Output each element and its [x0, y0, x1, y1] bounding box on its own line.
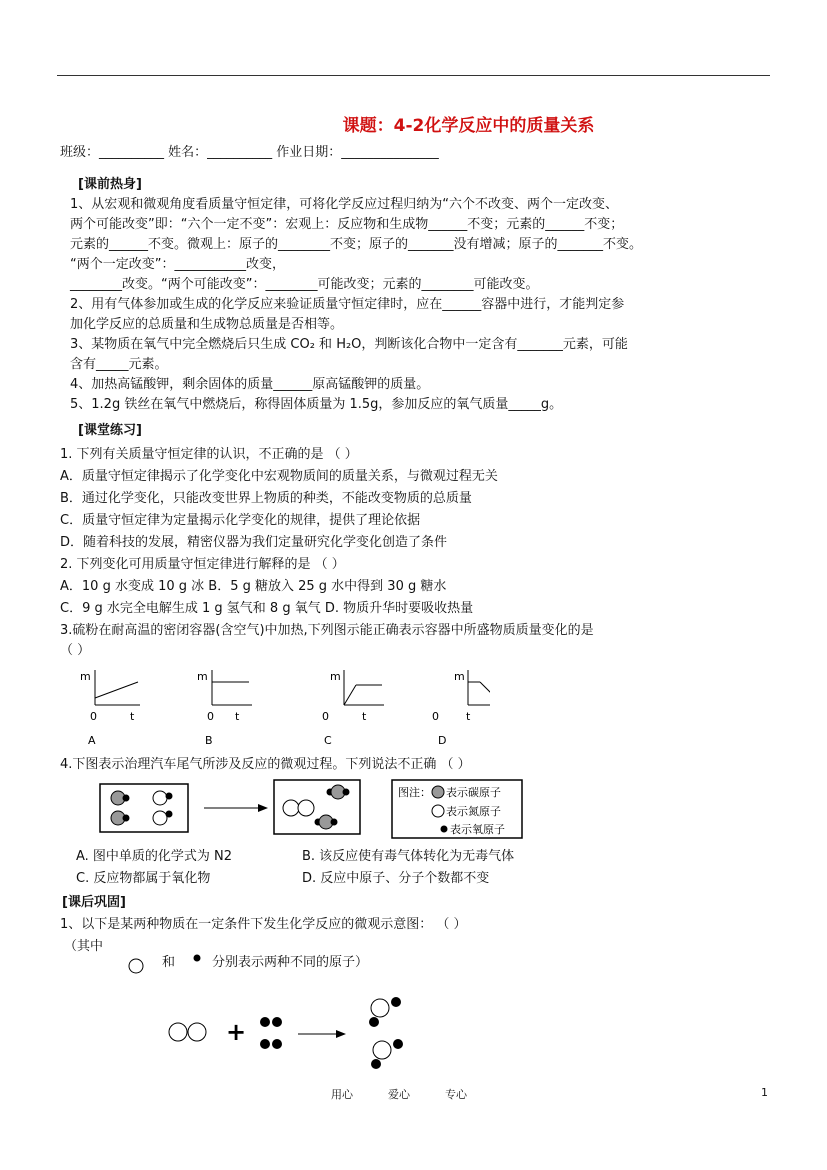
pre-line: “两个一定改变”：___________改变， — [70, 257, 285, 272]
q4-option-d: D. 反应中原子、分子个数都不变 — [302, 871, 490, 886]
pre-line: 1、从宏观和微观角度看质量守恒定律，可将化学反应过程归纳为“六个不改变、两个一定改变、 — [70, 197, 619, 212]
after-line: 1、以下是某两种物质在一定条件下发生化学反应的微观示意图： （ ） — [60, 917, 467, 932]
oxygen-atom-icon — [441, 826, 448, 833]
class-line: 2. 下列变化可用质量守恒定律进行解释的是 （ ） — [60, 557, 345, 572]
legend-item: 表示碳原子 — [446, 786, 501, 799]
option-a-label: A — [88, 734, 96, 747]
carbon-atom-icon — [432, 786, 444, 798]
pre-line: 3、某物质在氧气中完全燃烧后只生成 CO₂ 和 H₂O，判断该化合物中一定含有_______元素，可能 — [70, 337, 628, 352]
pre-line: 加化学反应的总质量和生成物总质量是否相等。 — [70, 317, 344, 332]
pre-line: ________改变。“两个可能改变”：________可能改变；元素的________可能改变。 — [70, 277, 539, 292]
section-class: [课堂练习] — [78, 423, 142, 438]
black-atom-icon — [194, 955, 201, 962]
product-molecule — [369, 997, 401, 1027]
origin-label: 0 — [207, 710, 214, 723]
class-line: C．质量守恒定律为定量揭示化学变化的规律，提供了理论依据 — [60, 513, 421, 528]
section-pre: [课前热身] — [78, 177, 142, 192]
q4-micro-diagram — [98, 778, 528, 842]
option-b-label: B — [205, 734, 213, 747]
class-line: A．10 g 水变成 10 g 冰 B．5 g 糖放入 25 g 水中得到 30 g 糖水 — [60, 579, 447, 594]
axis-label-m: m — [330, 670, 341, 683]
footer-item: 专心 — [445, 1088, 467, 1101]
product-molecule — [371, 1039, 403, 1069]
after-reaction-diagram — [160, 990, 420, 1074]
origin-label: 0 — [90, 710, 97, 723]
nitrogen-atom-icon — [432, 805, 444, 817]
header-rule — [57, 75, 770, 76]
q4-option-b: B. 该反应使有毒气体转化为无毒气体 — [302, 849, 515, 864]
class-line: D．随着科技的发展，精密仪器为我们定量研究化学变化创造了条件 — [60, 535, 448, 550]
pre-line: 4、加热高锰酸钾，剩余固体的质量______原高锰酸钾的质量。 — [70, 377, 430, 392]
footer-item: 爱心 — [388, 1088, 410, 1101]
arrow-head-icon — [258, 804, 268, 812]
axis-label-t: t — [235, 710, 240, 723]
class-line: （ ） — [60, 643, 91, 658]
axis-label-m: m — [197, 670, 208, 683]
white-atom-icon — [129, 959, 143, 973]
pre-line: 元素的______不变。微观上：原子的________不变；原子的_______没有增减；原子的_______不变。 — [70, 237, 643, 252]
axis-label-t: t — [130, 710, 135, 723]
legend-and: 和 — [162, 955, 176, 970]
axis-label-m: m — [80, 670, 91, 683]
page-number: 1 — [761, 1086, 768, 1099]
q4-option-a: A. 图中单质的化学式为 N2 — [76, 849, 233, 864]
option-c-label: C — [324, 734, 332, 747]
origin-label: 0 — [322, 710, 329, 723]
graph-a — [80, 670, 140, 747]
reactant-b-molecule — [260, 1017, 282, 1027]
footer-item: 用心 — [331, 1088, 353, 1101]
pre-line: 两个可能改变”即：“六个一定不变”：宏观上：反应物和生成物______不变；元素的______不变； — [70, 217, 624, 232]
origin-label: 0 — [432, 710, 439, 723]
axis-label-t: t — [362, 710, 367, 723]
graph-c — [322, 670, 384, 747]
arrow-head-icon — [336, 1030, 346, 1038]
mass-graphs — [70, 660, 490, 750]
axis-label-m: m — [454, 670, 465, 683]
reactant-b-molecule — [260, 1039, 282, 1049]
option-d-label: D — [438, 734, 447, 747]
class-line: 3.硫粉在耐高温的密闭容器(含空气)中加热,下列图示能正确表示容器中所盛物质质量变化的是 — [60, 623, 594, 638]
pre-line: 5、1.2g 铁丝在氧气中燃烧后，称得固体质量为 1.5g，参加反应的氧气质量_____g。 — [70, 397, 563, 412]
section-after: [课后巩固] — [62, 895, 126, 910]
reactant-a-molecule — [169, 1023, 206, 1041]
class-line: A．质量守恒定律揭示了化学变化中宏观物质间的质量关系，与微观过程无关 — [60, 469, 498, 484]
class-line: C．9 g 水完全电解生成 1 g 氢气和 8 g 氧气 D. 物质升华时要吸收热量 — [60, 601, 474, 616]
graph-d — [432, 670, 490, 747]
legend-title: 图注： — [398, 786, 431, 799]
info-line: 班级：__________ 姓名：__________ 作业日期：_______________ — [60, 145, 439, 160]
page-title: 课题：4-2化学反应中的质量关系 — [342, 116, 595, 136]
pre-line: 2、用有气体参加或生成的化学反应来验证质量守恒定律时，应在______容器中进行，才能判定参 — [70, 297, 625, 312]
q4-line: 4.下图表示治理汽车尾气所涉及反应的微观过程。下列说法不正确 （ ） — [60, 757, 471, 772]
axis-label-t: t — [466, 710, 471, 723]
pre-line: 含有_____元素。 — [70, 357, 168, 372]
reactant-box — [100, 784, 188, 832]
class-line: 1. 下列有关质量守恒定律的认识，不正确的是 （ ） — [60, 447, 358, 462]
after-line: （其中 — [64, 939, 104, 954]
q4-option-c: C. 反应物都属于氧化物 — [76, 871, 211, 886]
legend-item: 表示氮原子 — [446, 805, 501, 818]
legend-item: 表示氧原子 — [450, 823, 505, 836]
graph-b — [197, 670, 252, 747]
class-line: B．通过化学变化，只能改变世界上物质的种类，不能改变物质的总质量 — [60, 491, 472, 506]
plus-icon: + — [226, 1018, 247, 1046]
legend-desc: 分别表示两种不同的原子） — [212, 955, 369, 970]
